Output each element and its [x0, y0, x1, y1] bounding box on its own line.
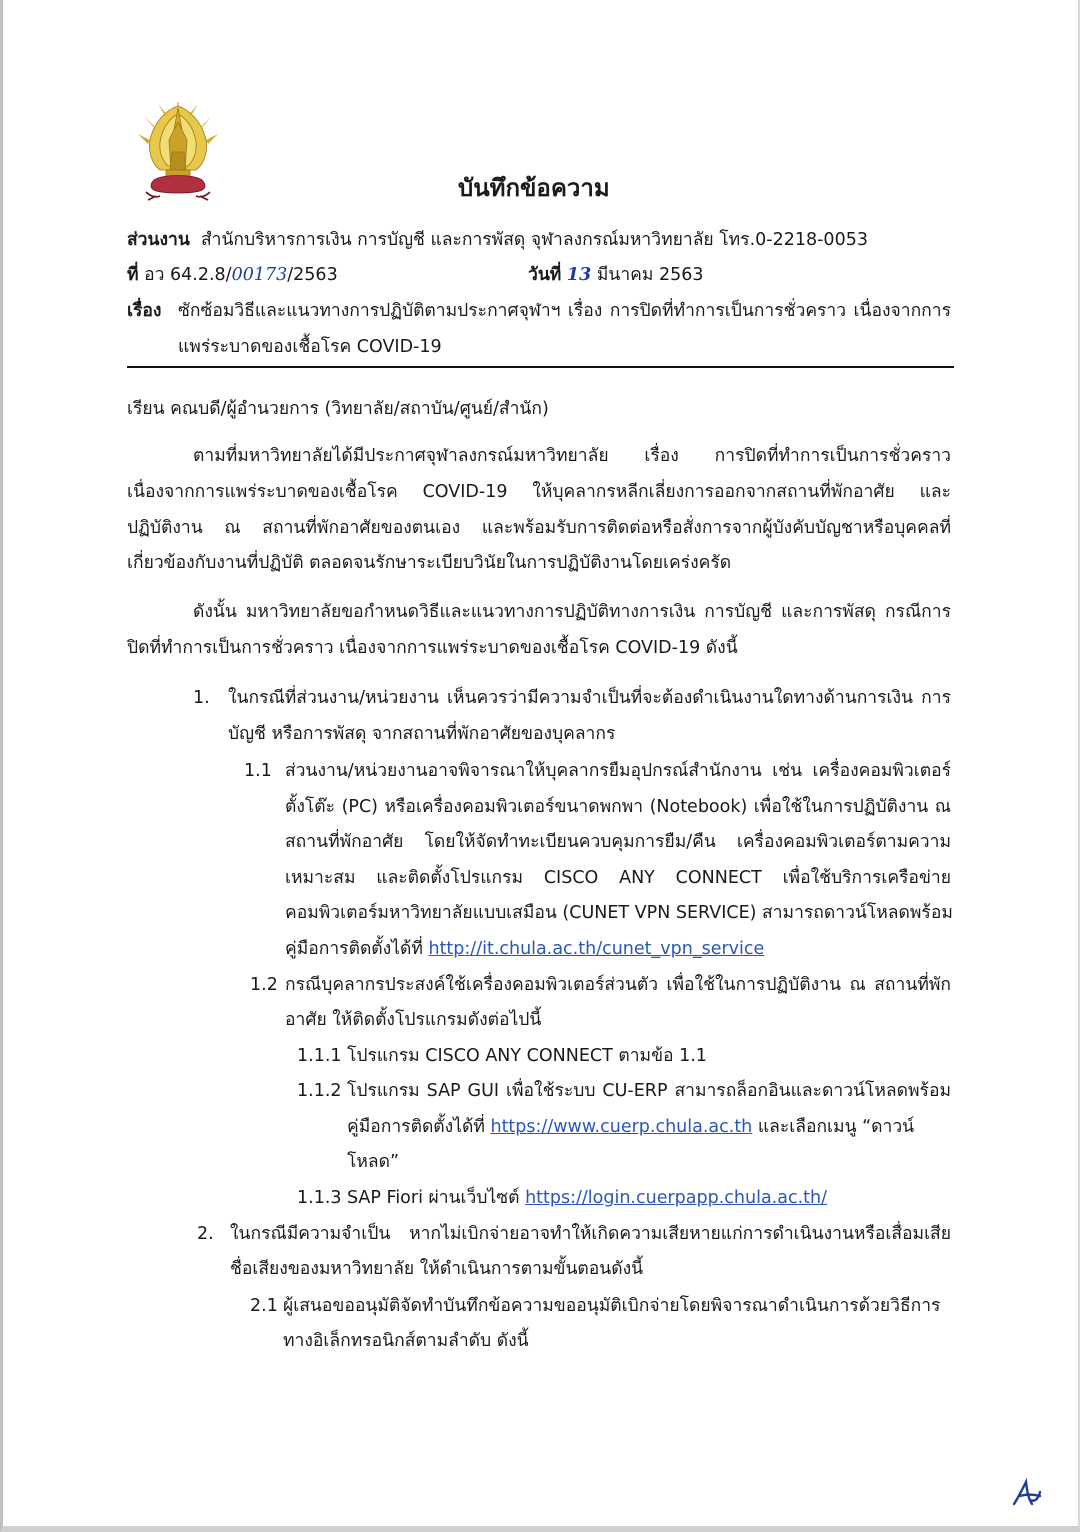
- item2-1-number: 2.1: [250, 1296, 278, 1316]
- chula-emblem-icon: [136, 100, 220, 214]
- memo-title: บันทึกข้อความ: [458, 174, 610, 202]
- item1-1-3-prefix: SAP Fiori ผ่านเว็บไซต์: [347, 1188, 526, 1208]
- department-line: [127, 229, 868, 251]
- item1-line-2: บัญชี หรือการพัสดุ จากสถานที่พักอาศัยของบุคลากร: [228, 724, 616, 744]
- item1-1-1-text: โปรแกรม CISCO ANY CONNECT ตามข้อ 1.1: [347, 1046, 707, 1066]
- item1-1-line-4: เหมาะสม และติดตั้งโปรแกรม CISCO ANY CONNECT เพื่อใช้บริการเครือข่าย: [285, 868, 951, 888]
- item1-1-line-1: ส่วนงาน/หน่วยงานอาจพิจารณาให้บุคลากรยืมอุปกรณ์สำนักงาน เช่น เครื่องคอมพิวเตอร์: [285, 761, 951, 781]
- para1-line-1: ตามที่มหาวิทยาลัยได้มีประกาศจุฬาลงกรณ์มหาวิทยาลัย เรื่อง การปิดที่ทำการเป็นการชั่วคราว: [193, 446, 951, 466]
- para1-line-2: เนื่องจากการแพร่ระบาดของเชื้อโรค COVID-19 ให้บุคลากรหลีกเลี่ยงการออกจากสถานที่พักอาศัย และ: [127, 482, 951, 502]
- item2-number: 2.: [197, 1224, 214, 1244]
- item1-1-2-line-2: [347, 1116, 914, 1138]
- item1-2-line-2: อาศัย ให้ติดตั้งโปรแกรมดังต่อไปนี้: [285, 1010, 542, 1030]
- cuerpapp-login-link[interactable]: https://login.cuerpapp.chula.ac.th/: [525, 1188, 827, 1208]
- item1-1-3-text: [347, 1187, 827, 1209]
- subject-line-1: ซักซ้อมวิธีและแนวทางการปฏิบัติตามประกาศจุฬาฯ เรื่อง การปิดที่ทำการเป็นการชั่วคราว เนื่องจากการ: [178, 301, 951, 321]
- item2-line-1: ในกรณีมีความจำเป็น หากไม่เบิกจ่ายอาจทำให้เกิดความเสียหายแก่การดำเนินงานหรือเสื่อมเสีย: [230, 1224, 951, 1244]
- date-month-year: มีนาคม 2563: [596, 265, 704, 285]
- item1-1-1-number: 1.1.1: [297, 1046, 342, 1066]
- item1-1-line-6: [285, 938, 764, 960]
- item1-1-2-number: 1.1.2: [297, 1081, 342, 1101]
- para1-line-3: ปฏิบัติงาน ณ สถานที่พักอาศัยของตนเอง และพร้อมรับการติดต่อหรือสั่งการจากผู้บังคับบัญชาหรือบุคคลที่: [127, 518, 951, 538]
- para2-line-2: ปิดที่ทำการเป็นการชั่วคราว เนื่องจากการแพร่ระบาดของเชื้อโรค COVID-19 ดังนี้: [127, 638, 738, 658]
- item1-2-number: 1.2: [250, 975, 278, 995]
- cuerp-link[interactable]: https://www.cuerp.chula.ac.th: [490, 1117, 753, 1137]
- handwritten-initials-icon: [1010, 1478, 1044, 1510]
- reference-line: [127, 264, 338, 286]
- item2-1-line-1: ผู้เสนอขออนุมัติจัดทำบันทึกข้อความขออนุมัติเบิกจ่ายโดยพิจารณาดำเนินการด้วยวิธีการ: [283, 1296, 941, 1316]
- item1-1-2-line-3: โหลด”: [347, 1152, 400, 1172]
- cunet-vpn-link[interactable]: http://it.chula.ac.th/cunet_vpn_service: [428, 939, 765, 959]
- department-label: ส่วนงาน: [127, 230, 190, 250]
- reference-suffix: /2563: [287, 265, 338, 285]
- date-label: วันที่: [528, 265, 562, 285]
- item1-1-2-link-prefix: คู่มือการติดตั้งได้ที่: [347, 1117, 491, 1137]
- item1-1-line-5: คอมพิวเตอร์มหาวิทยาลัยแบบเสมือน (CUNET VPN SERVICE) สามารถดาวน์โหลดพร้อม: [285, 903, 953, 923]
- reference-handwritten-number: 00173: [231, 265, 288, 285]
- item2-line-2: ชื่อเสียงของมหาวิทยาลัย ให้ดำเนินการตามขั้นตอนดังนี้: [230, 1259, 644, 1279]
- subject-label: เรื่อง: [127, 301, 162, 321]
- salutation: เรียน คณบดี/ผู้อำนวยการ (วิทยาลัย/สถาบัน/ศูนย์/สำนัก): [127, 399, 549, 419]
- item1-1-number: 1.1: [244, 761, 272, 781]
- item1-1-3-number: 1.1.3: [297, 1188, 342, 1208]
- item1-line-1: ในกรณีที่ส่วนงาน/หน่วยงาน เห็นควรว่ามีความจำเป็นที่จะต้องดำเนินงานใดทางด้านการเงิน การ: [228, 688, 951, 708]
- department-value: สำนักบริหารการเงิน การบัญชี และการพัสดุ จุฬาลงกรณ์มหาวิทยาลัย โทร.0-2218-0053: [200, 230, 868, 250]
- item1-2-line-1: กรณีบุคลากรประสงค์ใช้เครื่องคอมพิวเตอร์ส่วนตัว เพื่อใช้ในการปฏิบัติงาน ณ สถานที่พัก: [285, 975, 951, 995]
- item2-1-line-2: ทางอิเล็กทรอนิกส์ตามลำดับ ดังนี้: [283, 1331, 529, 1351]
- para2-line-1: ดังนั้น มหาวิทยาลัยขอกำหนดวิธีและแนวทางการปฏิบัติทางการเงิน การบัญชี และการพัสดุ กรณีการ: [193, 602, 951, 622]
- item1-1-2-link-suffix: และเลือกเมนู “ดาวน์: [752, 1117, 915, 1137]
- item1-1-line-3: สถานที่พักอาศัย โดยให้จัดทำทะเบียนควบคุมการยืม/คืน เครื่องคอมพิวเตอร์ตามความ: [285, 832, 951, 852]
- para1-line-4: เกี่ยวข้องกับงานที่ปฏิบัติ ตลอดจนรักษาระเบียบวินัยในการปฏิบัติงานโดยเคร่งครัด: [127, 553, 732, 573]
- date-handwritten-day: 13: [566, 265, 592, 285]
- item1-number: 1.: [193, 688, 210, 708]
- date-line: [528, 264, 704, 286]
- item1-1-line-2: ตั้งโต๊ะ (PC) หรือเครื่องคอมพิวเตอร์ขนาดพกพา (Notebook) เพื่อใช้ในการปฏิบัติงาน ณ: [285, 797, 951, 817]
- reference-label: ที่: [127, 265, 139, 285]
- header-divider: [127, 366, 954, 368]
- item1-1-link-prefix: คู่มือการติดตั้งได้ที่: [285, 939, 429, 959]
- reference-prefix: อว 64.2.8/: [144, 265, 232, 285]
- item1-1-2-line-1: โปรแกรม SAP GUI เพื่อใช้ระบบ CU-ERP สามารถล็อกอินและดาวน์โหลดพร้อม: [347, 1081, 951, 1101]
- subject-line-2: แพร่ระบาดของเชื้อโรค COVID-19: [178, 337, 442, 357]
